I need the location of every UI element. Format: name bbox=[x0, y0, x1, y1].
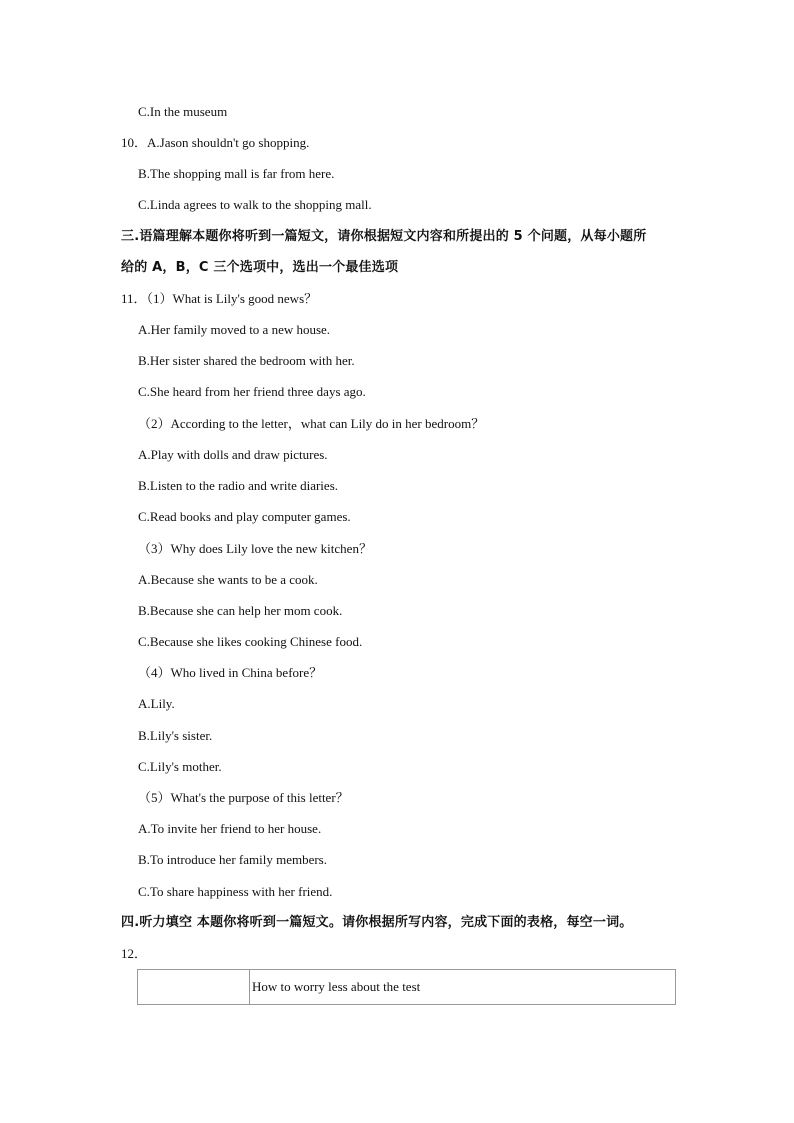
q11-question-2: （2）According to the letter，what can Lily do in her bedroom？ bbox=[138, 416, 485, 431]
q11-3-option-b: B.Because she can help her mom cook. bbox=[138, 603, 343, 618]
q11-5-option-b: B.To introduce her family members. bbox=[138, 852, 327, 867]
table-row bbox=[138, 970, 676, 1005]
q11-2-option-b: B.Listen to the radio and write diaries. bbox=[138, 478, 339, 493]
section3-heading-line2: 给的 A，B，C 三个选项中，选出一个最佳选项 bbox=[121, 260, 399, 275]
q11-4-option-a: A.Lily. bbox=[138, 696, 175, 711]
q11-question-4: （4）Who lived in China before？ bbox=[138, 665, 323, 680]
q11-4-option-c: C.Lily's mother. bbox=[138, 759, 222, 774]
q11-question-5: （5）What's the purpose of this letter？ bbox=[138, 790, 349, 805]
q11-3-option-c: C.Because she likes cooking Chinese food. bbox=[138, 634, 363, 649]
q11-2-option-a: A.Play with dolls and draw pictures. bbox=[138, 447, 328, 462]
q11-question-3: （3）Why does Lily love the new kitchen？ bbox=[138, 541, 372, 556]
q11-question-1: 11．（1）What is Lily's good news？ bbox=[121, 291, 318, 306]
q11-1-option-a: A.Her family moved to a new house. bbox=[138, 322, 331, 337]
q10-stem: 10．A.Jason shouldn't go shopping. bbox=[121, 135, 310, 150]
section4-heading: 四.听力填空 本题你将听到一篇短文。请你根据所写内容，完成下面的表格，每空一词。 bbox=[121, 915, 633, 930]
q12-table-cell-title: How to worry less about the test bbox=[250, 970, 676, 1005]
q11-5-option-c: C.To share happiness with her friend. bbox=[138, 884, 333, 899]
q12-table bbox=[137, 969, 676, 1005]
q11-3-option-a: A.Because she wants to be a cook. bbox=[138, 572, 318, 587]
section3-heading-line1: 三.语篇理解本题你将听到一篇短文，请你根据短文内容和所提出的 5 个问题，从每小题所 bbox=[121, 229, 647, 244]
q9-option-c: C.In the museum bbox=[138, 104, 228, 119]
q11-1-option-c: C.She heard from her friend three days ago. bbox=[138, 384, 366, 399]
q10-option-b: B.The shopping mall is far from here. bbox=[138, 166, 335, 181]
q12-table-cell-blank[interactable] bbox=[138, 970, 250, 1005]
q10-option-c: C.Linda agrees to walk to the shopping mall. bbox=[138, 197, 372, 212]
q11-5-option-a: A.To invite her friend to her house. bbox=[138, 821, 322, 836]
q11-1-option-b: B.Her sister shared the bedroom with her. bbox=[138, 353, 355, 368]
q11-2-option-c: C.Read books and play computer games. bbox=[138, 509, 351, 524]
q11-4-option-b: B.Lily's sister. bbox=[138, 728, 213, 743]
q12-number: 12． bbox=[121, 946, 148, 961]
